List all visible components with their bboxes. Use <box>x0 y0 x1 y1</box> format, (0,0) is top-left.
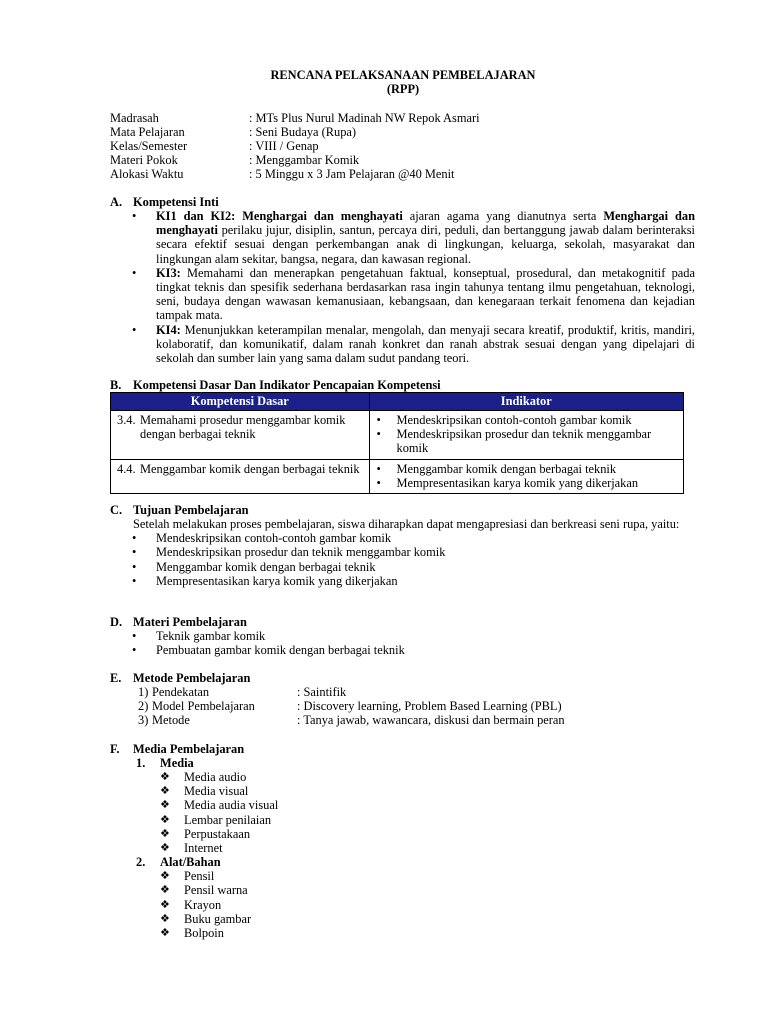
table-row <box>111 411 684 460</box>
list-item <box>110 841 695 855</box>
list-item <box>374 476 679 490</box>
section-kompetensi-inti <box>110 195 695 365</box>
diamond-bullet-icon: ❖ <box>160 771 170 783</box>
subsection-media <box>110 756 695 770</box>
kd-text: Memahami prosedur menggambar komik dengan berbagai teknik <box>140 413 346 442</box>
list-item <box>374 413 679 427</box>
kd-cell <box>111 411 370 460</box>
method-row <box>110 685 695 699</box>
list-item-text: Perpustakaan <box>184 826 251 841</box>
list-item-text: Internet <box>184 840 223 855</box>
list-item <box>110 813 695 827</box>
kd-number: 4.4. <box>117 461 136 476</box>
info-label: Alokasi Waktu <box>110 167 184 181</box>
bullet-icon: • <box>132 573 137 588</box>
list-item <box>374 462 679 476</box>
list-item-text: Media visual <box>184 784 249 799</box>
list-item <box>110 545 695 559</box>
list-item <box>110 643 695 657</box>
subsection-title: Media <box>160 756 194 770</box>
bullet-icon: • <box>132 322 137 337</box>
list-item <box>110 827 695 841</box>
section-letter: D. <box>110 615 123 629</box>
ki-text: perilaku jujur, disiplin, santun, percaya diri, peduli, dan bertanggung jawab dalam berinteraksi secara efektif sesuai dengan perkembangan anak di lingkungan, keluarga, sekolah, masyarakat dan lingkungan alam sekitar, bangsa, negara, dan kawasan regional. <box>156 223 695 266</box>
list-item <box>110 798 695 812</box>
bullet-icon: • <box>132 559 137 574</box>
indicator-text: Mendeskripsikan contoh-contoh gambar komik <box>396 413 632 427</box>
list-item <box>110 770 695 784</box>
section-heading <box>110 671 695 685</box>
ki-bold-text: Menghargai dan menghayati <box>156 209 695 238</box>
list-item-text: Pembuatan gambar komik dengan berbagai teknik <box>156 643 405 658</box>
info-label: Kelas/Semester <box>110 139 188 153</box>
section-title: Media Pembelajaran <box>133 742 245 756</box>
bullet-icon: • <box>132 545 137 560</box>
kd-cell <box>111 459 370 493</box>
ki-item-3 <box>110 266 695 323</box>
column-header-indikator: Indikator <box>369 393 683 411</box>
list-item-text: Bolpoin <box>184 925 224 940</box>
method-number: 2) <box>138 699 149 713</box>
list-item-text: Mempresentasikan karya komik yang dikerjakan <box>156 573 398 588</box>
document-subtitle: (RPP) <box>386 82 420 96</box>
column-header-kd: Kompetensi Dasar <box>111 393 370 411</box>
info-label: Madrasah <box>110 111 159 125</box>
list-item <box>110 784 695 798</box>
info-row-madrasah <box>110 111 710 125</box>
bullet-icon: • <box>376 427 381 442</box>
kd-number: 3.4. <box>117 413 136 427</box>
info-value: : 5 Minggu x 3 Jam Pelajaran @40 Menit <box>249 167 455 181</box>
list-item-text: Teknik gambar komik <box>156 629 266 643</box>
diamond-bullet-icon: ❖ <box>160 799 170 812</box>
section-heading <box>110 615 695 629</box>
diamond-bullet-icon: ❖ <box>160 884 170 897</box>
info-row-alokasi <box>110 167 710 181</box>
method-number: 1) <box>138 685 149 699</box>
section-heading <box>110 503 695 517</box>
ki-text: Memahami dan menerapkan pengetahuan faktual, konseptual, prosedural, dan metakognitif pada tingkat teknis dan spesifik sederhana berdasarkan rasa ingin tahunya tentang ilmu pengetahuan, teknologi, seni, budaya dengan wawasan kemanusiaan, kebangsaan, dan kenegaraan terkait fenomena dan kejadian tampak mata. <box>156 265 695 323</box>
section-letter: F. <box>110 742 120 756</box>
list-item <box>110 869 695 883</box>
list-item-text: Media audio <box>184 770 247 784</box>
tujuan-intro: Setelah melakukan proses pembelajaran, siswa diharapkan dapat mengapresiasi dan berkreasi seni rupa, yaitu: <box>133 517 680 531</box>
section-title: Kompetensi Inti <box>133 195 219 209</box>
bullet-icon: • <box>132 629 137 643</box>
list-item-text: Lembar penilaian <box>184 812 272 827</box>
bullet-icon: • <box>132 643 137 658</box>
list-item <box>110 926 695 940</box>
indicator-cell <box>369 459 683 493</box>
ki-bold-label: KI3: <box>156 265 181 280</box>
subsection-alat-bahan <box>110 855 695 869</box>
bullet-icon: • <box>376 461 381 476</box>
section-title: Materi Pembelajaran <box>133 615 247 629</box>
indicator-cell <box>369 411 683 460</box>
kd-text: Menggambar komik dengan berbagai teknik <box>140 461 360 476</box>
info-row-kelas <box>110 139 710 153</box>
list-item <box>110 898 695 912</box>
list-item-text: Pensil <box>184 869 215 884</box>
list-item <box>374 427 679 455</box>
info-value: : Seni Budaya (Rupa) <box>249 125 357 139</box>
info-row-mapel <box>110 125 710 139</box>
section-heading <box>110 195 695 209</box>
kd-indicator-table <box>110 392 684 494</box>
subsection-number: 2. <box>136 855 146 870</box>
method-label: Model Pembelajaran <box>152 699 255 713</box>
list-item <box>110 531 695 545</box>
ki-text: ajaran agama yang dianutnya serta <box>402 209 604 223</box>
method-value: : Saintifik <box>297 685 347 699</box>
info-label: Mata Pelajaran <box>110 125 185 139</box>
info-value: : Menggambar Komik <box>249 153 360 167</box>
list-item-text: Pensil warna <box>184 883 248 898</box>
diamond-bullet-icon: ❖ <box>160 898 170 911</box>
section-title: Kompetensi Dasar Dan Indikator Pencapaian Kompetensi <box>133 378 441 392</box>
diamond-bullet-icon: ❖ <box>160 841 170 854</box>
ki-bold-label: KI4: <box>156 322 181 337</box>
info-label: Materi Pokok <box>110 153 178 167</box>
section-title: Tujuan Pembelajaran <box>133 503 249 517</box>
section-media <box>110 742 695 940</box>
info-row-materi <box>110 153 710 167</box>
section-heading <box>110 742 695 756</box>
list-item <box>110 574 695 588</box>
list-item-text: Mendeskripsikan contoh-contoh gambar komik <box>156 531 392 546</box>
bullet-icon: • <box>376 413 381 427</box>
diamond-bullet-icon: ❖ <box>160 870 170 883</box>
section-letter: C. <box>110 503 123 517</box>
section-materi <box>110 615 695 657</box>
section-heading <box>110 378 695 392</box>
diamond-bullet-icon: ❖ <box>160 912 170 925</box>
list-item <box>110 912 695 926</box>
list-item-text: Mendeskripsikan prosedur dan teknik menggambar komik <box>156 545 446 560</box>
method-row <box>110 713 695 727</box>
method-number: 3) <box>138 713 149 727</box>
indicator-text: Menggambar komik dengan berbagai teknik <box>396 461 617 476</box>
method-value: : Discovery learning, Problem Based Learning (PBL) <box>297 699 562 713</box>
section-kompetensi-dasar <box>110 378 695 494</box>
list-item <box>110 883 695 897</box>
subsection-number: 1. <box>136 756 146 770</box>
bullet-icon: • <box>376 475 381 490</box>
info-value: : MTs Plus Nurul Madinah NW Repok Asmari <box>249 111 480 125</box>
diamond-bullet-icon: ❖ <box>160 813 170 826</box>
list-item-text: Krayon <box>184 897 222 912</box>
table-row <box>111 459 684 493</box>
indicator-text: Mendeskripsikan prosedur dan teknik menggambar komik <box>396 427 652 456</box>
table-header-row <box>111 393 684 411</box>
bullet-icon: • <box>132 531 137 546</box>
section-letter: A. <box>110 195 123 209</box>
info-value: : VIII / Genap <box>249 139 319 153</box>
bullet-icon: • <box>132 209 137 223</box>
list-item <box>110 629 695 643</box>
diamond-bullet-icon: ❖ <box>160 827 170 840</box>
subsection-title: Alat/Bahan <box>160 855 221 870</box>
ki-bold-label: KI1 dan KI2: Menghargai dan menghayati <box>156 209 403 223</box>
document-title: RENCANA PELAKSANAAN PEMBELAJARAN <box>270 68 536 82</box>
list-item-text: Buku gambar <box>184 911 252 926</box>
method-label: Pendekatan <box>152 685 210 699</box>
section-metode <box>110 671 695 727</box>
method-row <box>110 699 695 713</box>
ki-item-4 <box>110 323 695 366</box>
section-title: Metode Pembelajaran <box>133 671 251 685</box>
list-item-text: Menggambar komik dengan berbagai teknik <box>156 559 376 574</box>
section-tujuan <box>110 503 695 588</box>
method-value: : Tanya jawab, wawancara, diskusi dan bermain peran <box>297 713 565 727</box>
bullet-icon: • <box>132 265 137 280</box>
indicator-text: Mempresentasikan karya komik yang dikerjakan <box>396 475 639 490</box>
ki-item-1 <box>110 209 695 266</box>
diamond-bullet-icon: ❖ <box>160 926 170 939</box>
identity-block <box>110 111 710 181</box>
list-item <box>110 560 695 574</box>
method-label: Metode <box>152 713 190 727</box>
section-letter: B. <box>110 378 122 392</box>
section-letter: E. <box>110 671 122 685</box>
ki-text: Menunjukkan keterampilan menalar, mengolah, dan menyaji secara kreatif, produktif, kritis, mandiri, kolaboratif, dan komunikatif, dalam ranah konkret dan ranah abstrak sesuai dengan yang dipelajari di sekolah dan sumber lain yang sama dalam sudut pandang teori. <box>156 322 695 366</box>
diamond-bullet-icon: ❖ <box>160 785 170 798</box>
list-item-text: Media audia visual <box>184 798 279 813</box>
